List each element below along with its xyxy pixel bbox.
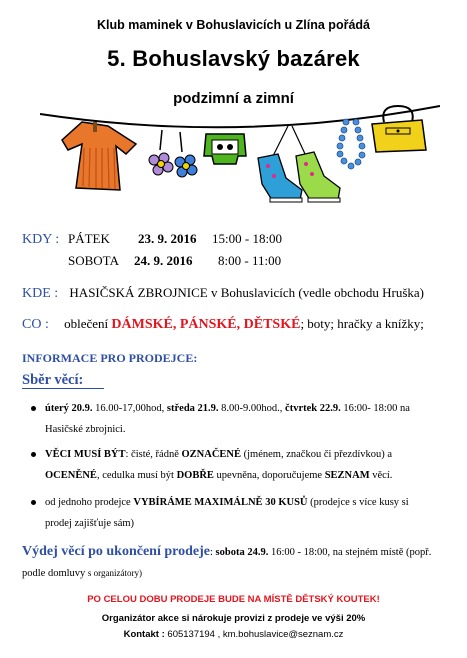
bullet-3-line2: prodej zajišťuje sám) — [45, 518, 135, 529]
bullet-2-d: (jménem, značkou či přezdívkou) a — [241, 449, 393, 460]
bullet-1-t1: 16.00-17,00hod, — [92, 403, 167, 414]
when-date-1: 23. 9. 2016 — [138, 231, 197, 246]
when-section — [22, 231, 59, 248]
pickup-colon: : — [209, 547, 216, 558]
bullet-3-a: od jednoho prodejce — [45, 497, 134, 508]
pickup-line2b: s organizátory) — [87, 568, 142, 578]
bullet-3-dot — [31, 500, 36, 505]
sneakers-icon — [258, 126, 340, 202]
when-time-1: 15:00 - 18:00 — [212, 231, 283, 246]
bullet-2-a: VĚCI MUSÍ BÝT — [45, 449, 126, 460]
contact-value: 605137194 , km.bohuslavice@seznam.cz — [164, 629, 344, 640]
bullet-3 — [45, 492, 445, 534]
collect-underline — [22, 388, 104, 389]
dress-icon — [62, 122, 136, 190]
clothesline-illustration — [40, 100, 440, 218]
bullet-1-t3: 16:00- 18:00 na — [340, 403, 410, 414]
bead-necklace-icon — [337, 119, 365, 169]
bullet-1 — [45, 398, 445, 440]
kids-corner-notice: PO CELOU DOBU PRODEJE BUDE NA MÍSTĚ DĚTSKÝ KOUTEK! — [87, 594, 380, 605]
when-day-2: SOBOTA — [68, 253, 119, 268]
baby-bodysuit-icon — [204, 134, 246, 164]
where-label: KDE : — [22, 286, 59, 301]
collect-heading: Sběr věcí: — [22, 372, 84, 388]
pickup-info — [22, 542, 452, 584]
organizer-line: Klub maminek v Bohuslavicích u Zlína pořádá — [97, 18, 370, 32]
what-prefix: oblečení — [64, 316, 109, 331]
what-label: CO : — [22, 317, 49, 332]
bullet-2-i: SEZNAM — [324, 470, 370, 481]
bullet-2 — [45, 444, 445, 486]
bullet-1-d1: úterý 20.9. — [45, 403, 93, 414]
bullet-1-line2: Hasičské zbrojnici. — [45, 424, 126, 435]
pickup-heading: Výdej věcí po ukončení prodeje — [22, 544, 210, 559]
when-date-2: 24. 9. 2016 — [134, 253, 193, 268]
when-time-2: 8:00 - 11:00 — [218, 253, 282, 268]
bullet-2-c: OZNAČENÉ — [181, 449, 242, 460]
where-place: HASIČSKÁ ZBROJNICE v Bohuslavicích — [69, 285, 296, 300]
page-subtitle: podzimní a zimní — [173, 90, 294, 107]
contact-line — [0, 629, 467, 640]
what-highlight: DÁMSKÉ, PÁNSKÉ, DĚTSKÉ — [111, 317, 301, 332]
bullet-2-j: věcí. — [369, 470, 393, 481]
where-note: (vedle obchodu Hruška) — [298, 285, 425, 300]
where-section — [22, 285, 424, 302]
bullet-3-c: (prodejce s více kusy si — [307, 497, 409, 508]
flower-icon — [149, 130, 197, 177]
bullet-1-d2date: 21.9. — [194, 403, 219, 414]
pickup-line2a: podle domluvy — [22, 568, 88, 579]
bullet-1-d2: středa — [166, 403, 195, 414]
when-day-1: PÁTEK — [68, 231, 110, 246]
when-label: KDY : — [22, 232, 60, 247]
page-title: 5. Bohuslavský bazárek — [107, 46, 360, 71]
info-heading: INFORMACE PRO PRODEJCE: — [22, 351, 198, 365]
bullet-2-dot — [31, 452, 36, 457]
contact-label: Kontakt : — [123, 629, 165, 640]
what-rest: ; boty; hračky a knížky; — [300, 316, 424, 331]
bullet-2-h: upevněna, doporučujeme — [213, 470, 325, 481]
bullet-3-b: VYBÍRÁME MAXIMÁLNĚ 30 KUSŮ — [133, 497, 308, 508]
bullet-1-dot — [31, 406, 36, 411]
bullet-2-b: : čisté, řádně — [125, 449, 182, 460]
bullet-1-d3: čtvrtek 22.9. — [285, 403, 341, 414]
bullet-2-f: , cedulka musí být — [96, 470, 177, 481]
pickup-rest: 16:00 - 18:00, na stejném místě (popř. — [268, 547, 432, 558]
pickup-date: sobota 24.9. — [215, 547, 269, 558]
bullet-1-t2: 8.00-9.00hod., — [218, 403, 286, 414]
commission-note: Organizátor akce si nárokuje provizi z prodeje ve výši 20% — [101, 613, 366, 624]
bullet-2-g: DOBŘE — [176, 470, 214, 481]
what-section — [22, 316, 424, 333]
bullet-2-e: OCENĚNÉ — [45, 470, 97, 481]
